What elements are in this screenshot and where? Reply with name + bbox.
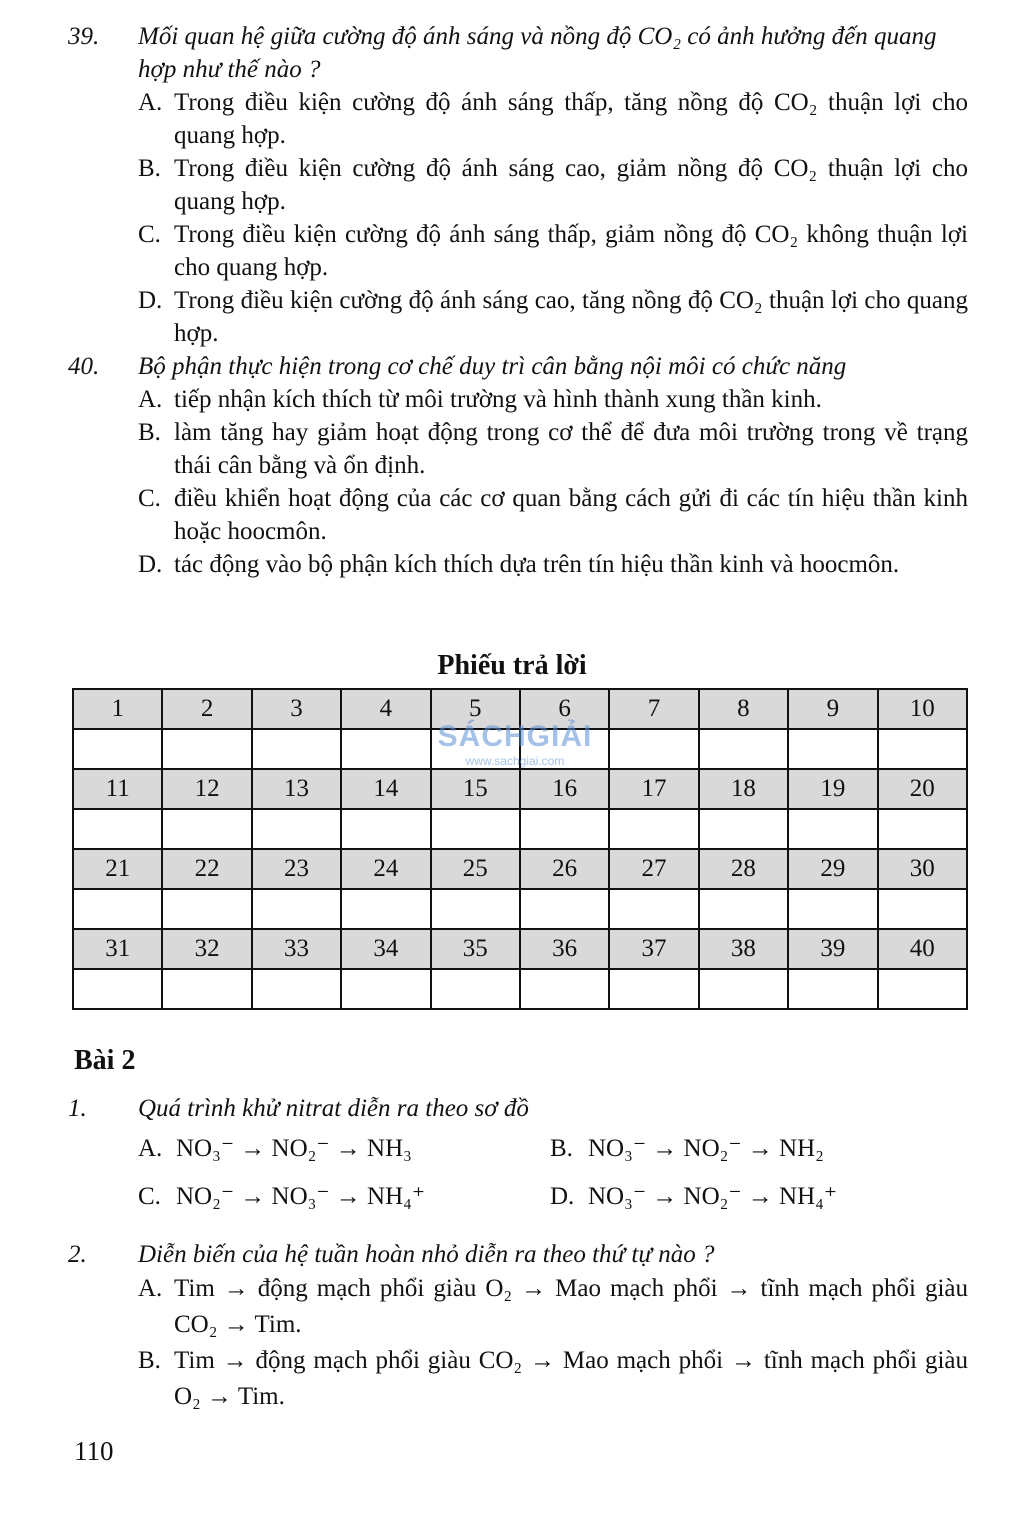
- exercise-1: [68, 1092, 968, 1221]
- question-number-cell: 23: [252, 849, 341, 889]
- question-number-cell: 4: [341, 689, 430, 729]
- option-label: B.: [550, 1135, 573, 1162]
- answer-cell[interactable]: [162, 729, 251, 769]
- option-text: NO₂⁻ → NO₃⁻ → NH₄⁺: [176, 1183, 426, 1210]
- question-header: [68, 350, 968, 383]
- watermark-text: SÁCHGIẢI: [437, 720, 593, 753]
- option-b: [138, 152, 968, 218]
- option-c: [138, 1173, 550, 1221]
- question-number-cell: 40: [878, 929, 967, 969]
- option-a: [138, 86, 968, 152]
- question-number-cell: 36: [520, 929, 609, 969]
- option-b: [138, 1343, 968, 1415]
- answer-cell[interactable]: [788, 809, 877, 849]
- option-text: NO₃⁻ → NO₂⁻ → NH₂: [588, 1135, 824, 1162]
- answer-cell[interactable]: [520, 969, 609, 1009]
- question-number-cell: 12: [162, 769, 251, 809]
- option-a: [138, 1271, 968, 1343]
- option-text: Trong điều kiện cường độ ánh sáng thấp, tăng nồng độ CO₂ thuận lợi cho quang hợp.: [174, 89, 968, 149]
- option-text: NO₃⁻ → NO₂⁻ → NH₄⁺: [588, 1183, 838, 1210]
- number-row: [73, 849, 967, 889]
- question-39: [68, 20, 968, 350]
- answer-cell[interactable]: [699, 969, 788, 1009]
- answer-cell[interactable]: [520, 889, 609, 929]
- question-number-cell: 11: [73, 769, 162, 809]
- options-grid: [138, 1125, 968, 1221]
- answer-cell[interactable]: [73, 729, 162, 769]
- option-text: điều khiển hoạt động của các cơ quan bằng cách gửi đi các tín hiệu thần kinh hoặc hoocmôn.: [174, 485, 968, 545]
- option-label: B.: [138, 155, 161, 182]
- question-number-cell: 14: [341, 769, 430, 809]
- answer-cell[interactable]: [609, 889, 698, 929]
- answer-row: [73, 809, 967, 849]
- answer-cell[interactable]: [520, 809, 609, 849]
- option-text: tác động vào bộ phận kích thích dựa trên tín hiệu thần kinh và hoocmôn.: [174, 551, 900, 578]
- question-number-cell: 25: [431, 849, 520, 889]
- option-text: tiếp nhận kích thích từ môi trường và hình thành xung thần kinh.: [174, 386, 822, 413]
- answer-cell[interactable]: [788, 969, 877, 1009]
- answer-cell[interactable]: [162, 889, 251, 929]
- number-row: [73, 769, 967, 809]
- question-number-cell: 17: [609, 769, 698, 809]
- answer-cell[interactable]: [73, 969, 162, 1009]
- question-number-cell: 18: [699, 769, 788, 809]
- question-number-cell: 30: [878, 849, 967, 889]
- answer-cell[interactable]: [73, 889, 162, 929]
- answer-row: [73, 889, 967, 929]
- answer-cell[interactable]: [609, 969, 698, 1009]
- question-number-cell: 29: [788, 849, 877, 889]
- question-text: Bộ phận thực hiện trong cơ chế duy trì cân bằng nội môi có chức năng: [138, 353, 847, 380]
- option-label: D.: [138, 551, 163, 578]
- option-label: C.: [138, 221, 161, 248]
- question-number-cell: 31: [73, 929, 162, 969]
- option-label: C.: [138, 485, 161, 512]
- question-number-cell: 28: [699, 849, 788, 889]
- answer-sheet-title: Phiếu trả lời: [437, 650, 587, 681]
- question-number-cell: 26: [520, 849, 609, 889]
- option-label: C.: [138, 1183, 161, 1210]
- question-number-cell: 27: [609, 849, 698, 889]
- question-number: 2.: [68, 1241, 87, 1268]
- option-text: Tim → động mạch phổi giàu O₂ → Mao mạch phổi → tĩnh mạch phổi giàu CO₂ → Tim.: [174, 1275, 968, 1338]
- option-label: B.: [138, 419, 161, 446]
- option-a: [138, 1125, 550, 1173]
- question-text: Diễn biến của hệ tuần hoàn nhỏ diễn ra theo thứ tự nào ?: [138, 1241, 715, 1268]
- answer-cell[interactable]: [431, 809, 520, 849]
- question-number-cell: 8: [699, 689, 788, 729]
- question-number-cell: 6: [520, 689, 609, 729]
- answer-cell[interactable]: [341, 889, 430, 929]
- section-title: Bài 2: [74, 1045, 136, 1076]
- option-d: [550, 1173, 968, 1221]
- option-text: làm tăng hay giảm hoạt động trong cơ thể để đưa môi trường trong về trạng thái cân bằng và ổn định.: [174, 419, 968, 479]
- watermark-url: www.sachgiai.com: [465, 754, 565, 768]
- option-c: [138, 218, 968, 284]
- answer-cell[interactable]: [699, 889, 788, 929]
- question-number-cell: 9: [788, 689, 877, 729]
- question-text: Mối quan hệ giữa cường độ ánh sáng và nồng độ CO₂ có ảnh hưởng đến quang hợp như thế nào ?: [138, 23, 937, 83]
- question-number-cell: 16: [520, 769, 609, 809]
- answer-cell[interactable]: [73, 809, 162, 849]
- option-b: [138, 416, 968, 482]
- answer-cell[interactable]: [878, 729, 967, 769]
- answer-cell[interactable]: [252, 809, 341, 849]
- answer-cell[interactable]: [252, 889, 341, 929]
- answer-cell[interactable]: [162, 809, 251, 849]
- question-number-cell: 2: [162, 689, 251, 729]
- answer-cell[interactable]: [699, 729, 788, 769]
- answer-cell[interactable]: [609, 809, 698, 849]
- question-number-cell: 20: [878, 769, 967, 809]
- question-number-cell: 22: [162, 849, 251, 889]
- option-label: B.: [138, 1347, 161, 1374]
- question-number-cell: 15: [431, 769, 520, 809]
- number-row: [73, 929, 967, 969]
- question-header: [68, 1092, 968, 1125]
- question-number-cell: 21: [73, 849, 162, 889]
- answer-cell[interactable]: [878, 889, 967, 929]
- question-number-cell: 37: [609, 929, 698, 969]
- answer-cell[interactable]: [788, 889, 877, 929]
- option-text: Trong điều kiện cường độ ánh sáng cao, giảm nồng độ CO₂ thuận lợi cho quang hợp.: [174, 155, 968, 215]
- option-text: Tim → động mạch phổi giàu CO₂ → Mao mạch phổi → tĩnh mạch phổi giàu O₂ → Tim.: [174, 1347, 968, 1410]
- answer-cell[interactable]: [788, 729, 877, 769]
- question-40: [68, 350, 968, 581]
- option-text: NO₃⁻ → NO₂⁻ → NH₃: [176, 1135, 412, 1162]
- option-c: [138, 482, 968, 548]
- answer-cell[interactable]: [431, 969, 520, 1009]
- option-label: D.: [550, 1183, 575, 1210]
- page-number: 110: [74, 1436, 114, 1466]
- question-number-cell: 32: [162, 929, 251, 969]
- option-b: [550, 1125, 968, 1173]
- question-number-cell: 10: [878, 689, 967, 729]
- question-number-cell: 33: [252, 929, 341, 969]
- answer-cell[interactable]: [878, 969, 967, 1009]
- question-number: 40.: [68, 353, 100, 380]
- question-header: [68, 20, 968, 86]
- answer-cell[interactable]: [162, 969, 251, 1009]
- answer-cell[interactable]: [252, 729, 341, 769]
- option-label: A.: [138, 386, 163, 413]
- answer-cell[interactable]: [878, 809, 967, 849]
- question-text: Quá trình khử nitrat diễn ra theo sơ đồ: [138, 1095, 529, 1122]
- question-header: [68, 1238, 968, 1271]
- answer-cell[interactable]: [431, 889, 520, 929]
- option-label: A.: [138, 89, 163, 116]
- option-text: Trong điều kiện cường độ ánh sáng thấp, giảm nồng độ CO₂ không thuận lợi cho quang hợp.: [174, 221, 968, 281]
- question-number-cell: 7: [609, 689, 698, 729]
- question-number-cell: 24: [341, 849, 430, 889]
- answer-cell[interactable]: [609, 729, 698, 769]
- question-number-cell: 3: [252, 689, 341, 729]
- option-label: A.: [138, 1135, 163, 1162]
- question-number-cell: 13: [252, 769, 341, 809]
- answer-row: [73, 969, 967, 1009]
- option-d: [138, 548, 968, 581]
- option-text: Trong điều kiện cường độ ánh sáng cao, tăng nồng độ CO₂ thuận lợi cho quang hợp.: [174, 287, 968, 347]
- question-number-cell: 1: [73, 689, 162, 729]
- question-number-cell: 5: [431, 689, 520, 729]
- question-number-cell: 35: [431, 929, 520, 969]
- watermark-logo: [410, 720, 620, 768]
- question-number-cell: 34: [341, 929, 430, 969]
- answer-cell[interactable]: [252, 969, 341, 1009]
- answer-cell[interactable]: [699, 809, 788, 849]
- question-number: 1.: [68, 1095, 87, 1122]
- question-number-cell: 19: [788, 769, 877, 809]
- option-d: [138, 284, 968, 350]
- question-number-cell: 39: [788, 929, 877, 969]
- exercise-2: [68, 1238, 968, 1415]
- question-number-cell: 38: [699, 929, 788, 969]
- option-label: A.: [138, 1275, 163, 1302]
- answer-cell[interactable]: [341, 809, 430, 849]
- question-number: 39.: [68, 23, 100, 50]
- answer-cell[interactable]: [341, 969, 430, 1009]
- option-label: D.: [138, 287, 163, 314]
- option-a: [138, 383, 968, 416]
